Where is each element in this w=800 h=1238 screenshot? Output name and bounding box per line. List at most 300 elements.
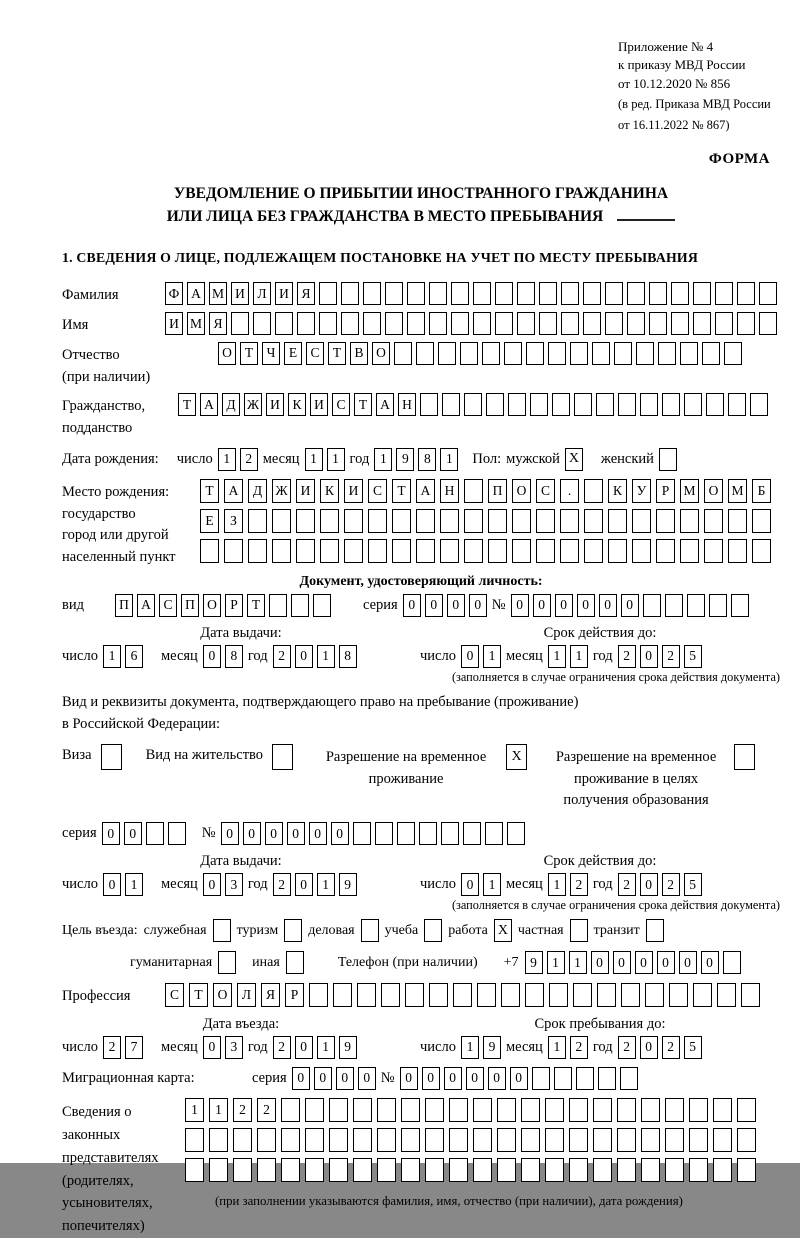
representative-char-box[interactable] [713, 1098, 732, 1122]
representative-char-box[interactable] [641, 1158, 660, 1182]
surname-char-box[interactable]: И [231, 282, 249, 305]
representative-char-box[interactable] [401, 1158, 420, 1182]
representative-char-box[interactable] [185, 1158, 204, 1182]
phone-digit-box[interactable]: 0 [613, 951, 631, 974]
residence-series-box[interactable] [146, 822, 164, 845]
citizenship-char-box[interactable] [728, 393, 746, 416]
citizenship-char-box[interactable] [596, 393, 614, 416]
residence-number-box[interactable]: 0 [221, 822, 239, 845]
phone-digit-box[interactable]: 0 [701, 951, 719, 974]
residence-series-box[interactable]: 0 [102, 822, 120, 845]
firstname-char-box[interactable] [495, 312, 513, 335]
representative-char-box[interactable]: 1 [185, 1098, 204, 1122]
firstname-char-box[interactable] [627, 312, 645, 335]
checkbox-purpose-business[interactable] [361, 919, 379, 942]
migration-number-box[interactable] [554, 1067, 572, 1090]
firstname-char-box[interactable] [583, 312, 601, 335]
date-box[interactable]: 5 [684, 873, 702, 896]
birthplace-char-box[interactable]: Р [656, 479, 675, 503]
birthplace-char-box[interactable]: Ж [272, 479, 291, 503]
doc-number-box[interactable]: 0 [511, 594, 529, 617]
birthplace-char-box[interactable] [392, 539, 411, 563]
patronymic-char-box[interactable] [460, 342, 478, 365]
date-box[interactable]: 2 [618, 873, 636, 896]
representative-char-box[interactable] [569, 1128, 588, 1152]
date-box[interactable]: 0 [640, 1036, 658, 1059]
representative-char-box[interactable] [257, 1128, 276, 1152]
birthplace-char-box[interactable] [248, 539, 267, 563]
birthplace-char-box[interactable] [656, 539, 675, 563]
patronymic-char-box[interactable] [438, 342, 456, 365]
representative-char-box[interactable] [473, 1158, 492, 1182]
residence-number-box[interactable] [463, 822, 481, 845]
birth-year-box[interactable]: 9 [396, 448, 414, 471]
firstname-char-box[interactable] [407, 312, 425, 335]
migration-number-box[interactable]: 0 [444, 1067, 462, 1090]
firstname-char-box[interactable]: Я [209, 312, 227, 335]
checkbox-residence-permit[interactable] [272, 744, 293, 770]
phone-digit-box[interactable]: 0 [635, 951, 653, 974]
representative-char-box[interactable] [545, 1098, 564, 1122]
checkbox-purpose-transit[interactable] [646, 919, 664, 942]
birthplace-char-box[interactable] [368, 509, 387, 533]
date-box[interactable]: 2 [662, 1036, 680, 1059]
phone-digit-box[interactable]: 0 [591, 951, 609, 974]
representative-char-box[interactable] [329, 1128, 348, 1152]
doc-number-box[interactable] [709, 594, 727, 617]
date-box[interactable]: 0 [295, 1036, 313, 1059]
date-box[interactable]: 0 [203, 873, 221, 896]
birthplace-char-box[interactable]: С [368, 479, 387, 503]
representative-char-box[interactable] [737, 1158, 756, 1182]
residence-number-box[interactable]: 0 [309, 822, 327, 845]
date-box[interactable]: 9 [339, 1036, 357, 1059]
surname-char-box[interactable]: Ф [165, 282, 183, 305]
patronymic-char-box[interactable] [504, 342, 522, 365]
birthplace-char-box[interactable]: М [680, 479, 699, 503]
representative-char-box[interactable] [569, 1098, 588, 1122]
date-box[interactable]: 1 [483, 645, 501, 668]
representative-char-box[interactable] [329, 1098, 348, 1122]
citizenship-char-box[interactable] [530, 393, 548, 416]
surname-char-box[interactable] [451, 282, 469, 305]
residence-number-box[interactable]: 0 [243, 822, 261, 845]
representative-char-box[interactable] [257, 1158, 276, 1182]
doc-number-box[interactable]: 0 [621, 594, 639, 617]
phone-digit-box[interactable]: 9 [525, 951, 543, 974]
date-box[interactable]: 1 [548, 645, 566, 668]
date-box[interactable]: 1 [548, 1036, 566, 1059]
profession-char-box[interactable] [597, 983, 616, 1007]
representative-char-box[interactable] [233, 1128, 252, 1152]
birthplace-char-box[interactable] [296, 509, 315, 533]
residence-number-box[interactable]: 0 [287, 822, 305, 845]
representative-char-box[interactable] [665, 1128, 684, 1152]
checkbox-sex-female[interactable] [659, 448, 677, 471]
residence-number-box[interactable] [419, 822, 437, 845]
date-box[interactable]: 2 [103, 1036, 121, 1059]
migration-series-box[interactable]: 0 [358, 1067, 376, 1090]
date-box[interactable]: 3 [225, 1036, 243, 1059]
citizenship-char-box[interactable]: И [266, 393, 284, 416]
profession-char-box[interactable] [669, 983, 688, 1007]
citizenship-char-box[interactable]: Т [178, 393, 196, 416]
profession-char-box[interactable] [405, 983, 424, 1007]
representative-char-box[interactable] [281, 1098, 300, 1122]
migration-number-box[interactable]: 0 [422, 1067, 440, 1090]
representative-char-box[interactable] [305, 1128, 324, 1152]
phone-digit-box[interactable]: 0 [657, 951, 675, 974]
surname-char-box[interactable] [539, 282, 557, 305]
doc-kind-char-box[interactable]: Т [247, 594, 265, 617]
residence-series-box[interactable]: 0 [124, 822, 142, 845]
residence-number-box[interactable] [353, 822, 371, 845]
representative-char-box[interactable] [401, 1128, 420, 1152]
representative-char-box[interactable] [497, 1128, 516, 1152]
surname-char-box[interactable] [649, 282, 667, 305]
doc-series-box[interactable]: 0 [469, 594, 487, 617]
birthplace-char-box[interactable] [464, 509, 483, 533]
doc-kind-char-box[interactable]: А [137, 594, 155, 617]
representative-char-box[interactable] [449, 1128, 468, 1152]
birthplace-char-box[interactable] [728, 539, 747, 563]
representative-char-box[interactable] [521, 1098, 540, 1122]
firstname-char-box[interactable] [297, 312, 315, 335]
birthplace-char-box[interactable] [416, 539, 435, 563]
birthplace-char-box[interactable] [320, 509, 339, 533]
profession-char-box[interactable]: Т [189, 983, 208, 1007]
surname-char-box[interactable]: Л [253, 282, 271, 305]
surname-char-box[interactable] [627, 282, 645, 305]
profession-char-box[interactable] [381, 983, 400, 1007]
citizenship-char-box[interactable]: Н [398, 393, 416, 416]
patronymic-char-box[interactable]: Е [284, 342, 302, 365]
birthplace-char-box[interactable] [512, 509, 531, 533]
doc-kind-char-box[interactable]: П [181, 594, 199, 617]
citizenship-char-box[interactable]: А [376, 393, 394, 416]
date-box[interactable]: 0 [295, 873, 313, 896]
date-box[interactable]: 0 [461, 873, 479, 896]
birthplace-char-box[interactable]: А [224, 479, 243, 503]
representative-char-box[interactable] [473, 1098, 492, 1122]
date-box[interactable]: 0 [203, 645, 221, 668]
firstname-char-box[interactable] [231, 312, 249, 335]
date-box[interactable]: 0 [640, 645, 658, 668]
migration-number-box[interactable] [598, 1067, 616, 1090]
representative-char-box[interactable]: 2 [257, 1098, 276, 1122]
residence-series-box[interactable] [168, 822, 186, 845]
profession-char-box[interactable] [693, 983, 712, 1007]
doc-kind-char-box[interactable]: С [159, 594, 177, 617]
birthplace-char-box[interactable] [680, 539, 699, 563]
firstname-char-box[interactable] [517, 312, 535, 335]
representative-char-box[interactable] [281, 1158, 300, 1182]
patronymic-char-box[interactable] [394, 342, 412, 365]
birthplace-char-box[interactable]: О [704, 479, 723, 503]
date-box[interactable]: 1 [548, 873, 566, 896]
citizenship-char-box[interactable] [508, 393, 526, 416]
birthplace-char-box[interactable] [584, 479, 603, 503]
doc-number-box[interactable] [643, 594, 661, 617]
surname-char-box[interactable] [385, 282, 403, 305]
patronymic-char-box[interactable] [482, 342, 500, 365]
patronymic-char-box[interactable]: Т [240, 342, 258, 365]
representative-char-box[interactable]: 1 [209, 1098, 228, 1122]
profession-char-box[interactable] [477, 983, 496, 1007]
profession-char-box[interactable] [333, 983, 352, 1007]
birthplace-char-box[interactable]: Б [752, 479, 771, 503]
representative-char-box[interactable] [497, 1158, 516, 1182]
citizenship-char-box[interactable] [618, 393, 636, 416]
birthplace-char-box[interactable] [464, 539, 483, 563]
representative-char-box[interactable] [521, 1158, 540, 1182]
citizenship-char-box[interactable]: К [288, 393, 306, 416]
surname-char-box[interactable] [671, 282, 689, 305]
representative-char-box[interactable] [233, 1158, 252, 1182]
surname-char-box[interactable] [429, 282, 447, 305]
surname-char-box[interactable] [473, 282, 491, 305]
representative-char-box[interactable] [473, 1128, 492, 1152]
representative-char-box[interactable] [377, 1158, 396, 1182]
representative-char-box[interactable] [449, 1158, 468, 1182]
firstname-char-box[interactable] [671, 312, 689, 335]
birthplace-char-box[interactable] [560, 539, 579, 563]
profession-char-box[interactable] [357, 983, 376, 1007]
patronymic-char-box[interactable] [636, 342, 654, 365]
doc-kind-char-box[interactable] [291, 594, 309, 617]
representative-char-box[interactable] [593, 1098, 612, 1122]
date-box[interactable]: 0 [461, 645, 479, 668]
representative-char-box[interactable] [641, 1128, 660, 1152]
date-box[interactable]: 8 [225, 645, 243, 668]
representative-char-box[interactable] [641, 1098, 660, 1122]
firstname-char-box[interactable] [275, 312, 293, 335]
birthplace-char-box[interactable] [224, 539, 243, 563]
birthplace-char-box[interactable]: Н [440, 479, 459, 503]
date-box[interactable]: 0 [103, 873, 121, 896]
birth-year-box[interactable]: 1 [374, 448, 392, 471]
birthplace-char-box[interactable] [728, 509, 747, 533]
patronymic-char-box[interactable]: Ч [262, 342, 280, 365]
firstname-char-box[interactable]: М [187, 312, 205, 335]
birthplace-char-box[interactable] [272, 509, 291, 533]
phone-digit-box[interactable]: 1 [569, 951, 587, 974]
citizenship-char-box[interactable] [750, 393, 768, 416]
birthplace-char-box[interactable] [704, 539, 723, 563]
representative-char-box[interactable] [737, 1128, 756, 1152]
firstname-char-box[interactable] [451, 312, 469, 335]
profession-char-box[interactable] [621, 983, 640, 1007]
date-box[interactable]: 5 [684, 1036, 702, 1059]
profession-char-box[interactable] [453, 983, 472, 1007]
patronymic-char-box[interactable]: В [350, 342, 368, 365]
checkbox-purpose-humanitarian[interactable] [218, 951, 236, 974]
birthplace-char-box[interactable] [752, 539, 771, 563]
birthplace-char-box[interactable] [200, 539, 219, 563]
birthplace-char-box[interactable] [272, 539, 291, 563]
migration-number-box[interactable] [576, 1067, 594, 1090]
representative-char-box[interactable] [185, 1128, 204, 1152]
citizenship-char-box[interactable]: Т [354, 393, 372, 416]
surname-char-box[interactable] [341, 282, 359, 305]
birth-day-box[interactable]: 1 [218, 448, 236, 471]
birthplace-char-box[interactable]: Д [248, 479, 267, 503]
checkbox-purpose-other[interactable] [286, 951, 304, 974]
checkbox-purpose-work[interactable]: X [494, 919, 512, 942]
date-box[interactable]: 9 [339, 873, 357, 896]
citizenship-char-box[interactable] [706, 393, 724, 416]
profession-char-box[interactable] [645, 983, 664, 1007]
date-box[interactable]: 2 [273, 645, 291, 668]
birthplace-char-box[interactable] [608, 539, 627, 563]
doc-number-box[interactable]: 0 [555, 594, 573, 617]
representative-char-box[interactable] [305, 1158, 324, 1182]
doc-kind-char-box[interactable]: Р [225, 594, 243, 617]
birthplace-char-box[interactable]: К [608, 479, 627, 503]
firstname-char-box[interactable] [759, 312, 777, 335]
firstname-char-box[interactable] [253, 312, 271, 335]
doc-number-box[interactable]: 0 [533, 594, 551, 617]
birthplace-char-box[interactable]: . [560, 479, 579, 503]
date-box[interactable]: 2 [618, 645, 636, 668]
date-box[interactable]: 1 [570, 645, 588, 668]
profession-char-box[interactable] [573, 983, 592, 1007]
birthplace-char-box[interactable] [344, 509, 363, 533]
patronymic-char-box[interactable] [614, 342, 632, 365]
profession-char-box[interactable] [429, 983, 448, 1007]
birthplace-char-box[interactable] [608, 509, 627, 533]
doc-number-box[interactable] [687, 594, 705, 617]
surname-char-box[interactable] [407, 282, 425, 305]
phone-digit-box[interactable]: 0 [679, 951, 697, 974]
firstname-char-box[interactable] [737, 312, 755, 335]
checkbox-purpose-private[interactable] [570, 919, 588, 942]
birthplace-char-box[interactable] [704, 509, 723, 533]
profession-char-box[interactable] [309, 983, 328, 1007]
residence-number-box[interactable] [375, 822, 393, 845]
surname-char-box[interactable] [363, 282, 381, 305]
citizenship-char-box[interactable]: Ж [244, 393, 262, 416]
birth-month-box[interactable]: 1 [305, 448, 323, 471]
doc-series-box[interactable]: 0 [403, 594, 421, 617]
birthplace-char-box[interactable] [584, 509, 603, 533]
citizenship-char-box[interactable] [464, 393, 482, 416]
representative-char-box[interactable] [377, 1098, 396, 1122]
residence-number-box[interactable] [485, 822, 503, 845]
checkbox-sex-male[interactable]: X [565, 448, 583, 471]
profession-char-box[interactable]: О [213, 983, 232, 1007]
profession-char-box[interactable] [549, 983, 568, 1007]
patronymic-char-box[interactable] [702, 342, 720, 365]
date-box[interactable]: 2 [570, 873, 588, 896]
representative-char-box[interactable] [281, 1128, 300, 1152]
residence-number-box[interactable] [441, 822, 459, 845]
representative-char-box[interactable] [737, 1098, 756, 1122]
doc-kind-char-box[interactable]: П [115, 594, 133, 617]
surname-char-box[interactable] [495, 282, 513, 305]
date-box[interactable]: 0 [203, 1036, 221, 1059]
citizenship-char-box[interactable]: Д [222, 393, 240, 416]
phone-digit-box[interactable] [723, 951, 741, 974]
surname-char-box[interactable] [759, 282, 777, 305]
birth-month-box[interactable]: 1 [327, 448, 345, 471]
migration-number-box[interactable]: 0 [510, 1067, 528, 1090]
birthplace-char-box[interactable] [560, 509, 579, 533]
representative-char-box[interactable] [689, 1128, 708, 1152]
checkbox-purpose-official[interactable] [213, 919, 231, 942]
representative-char-box[interactable] [425, 1098, 444, 1122]
birthplace-char-box[interactable] [536, 509, 555, 533]
birthplace-char-box[interactable]: Т [392, 479, 411, 503]
representative-char-box[interactable] [617, 1098, 636, 1122]
doc-kind-char-box[interactable] [313, 594, 331, 617]
representative-char-box[interactable] [545, 1158, 564, 1182]
birthplace-char-box[interactable] [584, 539, 603, 563]
checkbox-temp-residence[interactable]: X [506, 744, 527, 770]
doc-kind-char-box[interactable]: О [203, 594, 221, 617]
date-box[interactable]: 1 [483, 873, 501, 896]
migration-number-box[interactable]: 0 [466, 1067, 484, 1090]
representative-char-box[interactable] [521, 1128, 540, 1152]
birthplace-char-box[interactable] [344, 539, 363, 563]
birthplace-char-box[interactable] [440, 539, 459, 563]
birthplace-char-box[interactable] [656, 509, 675, 533]
profession-char-box[interactable] [717, 983, 736, 1007]
birthplace-char-box[interactable]: М [728, 479, 747, 503]
representative-char-box[interactable] [713, 1128, 732, 1152]
citizenship-char-box[interactable] [420, 393, 438, 416]
firstname-char-box[interactable] [319, 312, 337, 335]
firstname-char-box[interactable] [539, 312, 557, 335]
representative-char-box[interactable] [665, 1098, 684, 1122]
surname-char-box[interactable] [319, 282, 337, 305]
surname-char-box[interactable]: Я [297, 282, 315, 305]
birthplace-char-box[interactable] [488, 539, 507, 563]
profession-char-box[interactable] [501, 983, 520, 1007]
representative-char-box[interactable] [569, 1158, 588, 1182]
date-box[interactable]: 8 [339, 645, 357, 668]
checkbox-purpose-study[interactable] [424, 919, 442, 942]
surname-char-box[interactable]: И [275, 282, 293, 305]
birthplace-char-box[interactable] [488, 509, 507, 533]
birthplace-char-box[interactable] [632, 539, 651, 563]
representative-char-box[interactable] [425, 1158, 444, 1182]
citizenship-char-box[interactable]: И [310, 393, 328, 416]
doc-number-box[interactable] [731, 594, 749, 617]
representative-char-box[interactable] [353, 1158, 372, 1182]
patronymic-char-box[interactable] [658, 342, 676, 365]
profession-char-box[interactable]: Р [285, 983, 304, 1007]
date-box[interactable]: 0 [640, 873, 658, 896]
migration-number-box[interactable]: 0 [400, 1067, 418, 1090]
doc-kind-char-box[interactable] [269, 594, 287, 617]
representative-char-box[interactable] [209, 1128, 228, 1152]
firstname-char-box[interactable] [429, 312, 447, 335]
migration-number-box[interactable] [532, 1067, 550, 1090]
patronymic-char-box[interactable] [724, 342, 742, 365]
migration-series-box[interactable]: 0 [336, 1067, 354, 1090]
citizenship-char-box[interactable] [662, 393, 680, 416]
residence-number-box[interactable]: 0 [331, 822, 349, 845]
birth-year-box[interactable]: 1 [440, 448, 458, 471]
birthplace-char-box[interactable]: И [344, 479, 363, 503]
profession-char-box[interactable] [525, 983, 544, 1007]
migration-number-box[interactable]: 0 [488, 1067, 506, 1090]
birthplace-char-box[interactable] [512, 539, 531, 563]
representative-char-box[interactable]: 2 [233, 1098, 252, 1122]
birthplace-char-box[interactable] [416, 509, 435, 533]
surname-char-box[interactable]: М [209, 282, 227, 305]
